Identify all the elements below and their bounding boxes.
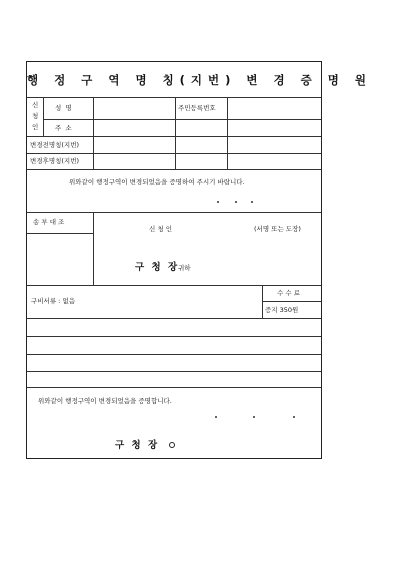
certify-statement: 위와같이 행정구역이 변경되었음을 증명합니다. (38, 397, 172, 405)
name-field[interactable] (94, 98, 174, 118)
address-label: 주 소 (55, 124, 72, 132)
applicant-sign-label: 신 청 인 (149, 225, 172, 233)
certificate-form (26, 61, 372, 459)
date-dot (215, 416, 217, 418)
after-name-label: 변경후명칭(지번) (30, 157, 80, 165)
signature-note: (서명 또는 도장) (254, 225, 301, 233)
before-name-label: 변경전명칭(지번) (30, 141, 80, 149)
addressee-suffix: 귀하 (178, 264, 191, 272)
date-dot (251, 201, 253, 203)
applicant-group-label: 신 (32, 101, 39, 109)
blank-row[interactable] (28, 337, 320, 353)
blank-row[interactable] (28, 355, 320, 370)
fee-value: 증지 350원 (265, 306, 299, 314)
resident-number-field[interactable] (228, 98, 320, 118)
form-title: 행 정 구 역 명 칭(지번) 변 경 증 명 원 (27, 73, 372, 87)
address-field[interactable] (94, 120, 320, 135)
request-statement: 위와같이 행정구역이 변경되었음을 증명하여 주시기 바랍니다. (69, 178, 245, 186)
date-dot (235, 201, 237, 203)
applicant-group-label: 인 (32, 123, 39, 131)
required-documents: 구비서류 : 없음 (31, 297, 75, 305)
attachment-label: 송 부 대 조 (33, 218, 65, 226)
before-name-field[interactable] (94, 137, 320, 152)
date-dot (217, 201, 219, 203)
fee-label: 수 수 료 (277, 289, 300, 297)
applicant-group-label: 청 (32, 112, 39, 120)
blank-row[interactable] (28, 319, 320, 335)
date-dot (293, 416, 295, 418)
seal-icon (169, 442, 175, 448)
after-name-field[interactable] (94, 154, 320, 168)
addressee: 구 청 장 (135, 262, 180, 273)
name-label: 성 명 (55, 104, 72, 112)
issuer: 구 청 장 (115, 440, 160, 451)
resident-number-label: 주민등록번호 (178, 104, 216, 112)
date-dot (253, 416, 255, 418)
attachment-area[interactable] (28, 234, 92, 284)
